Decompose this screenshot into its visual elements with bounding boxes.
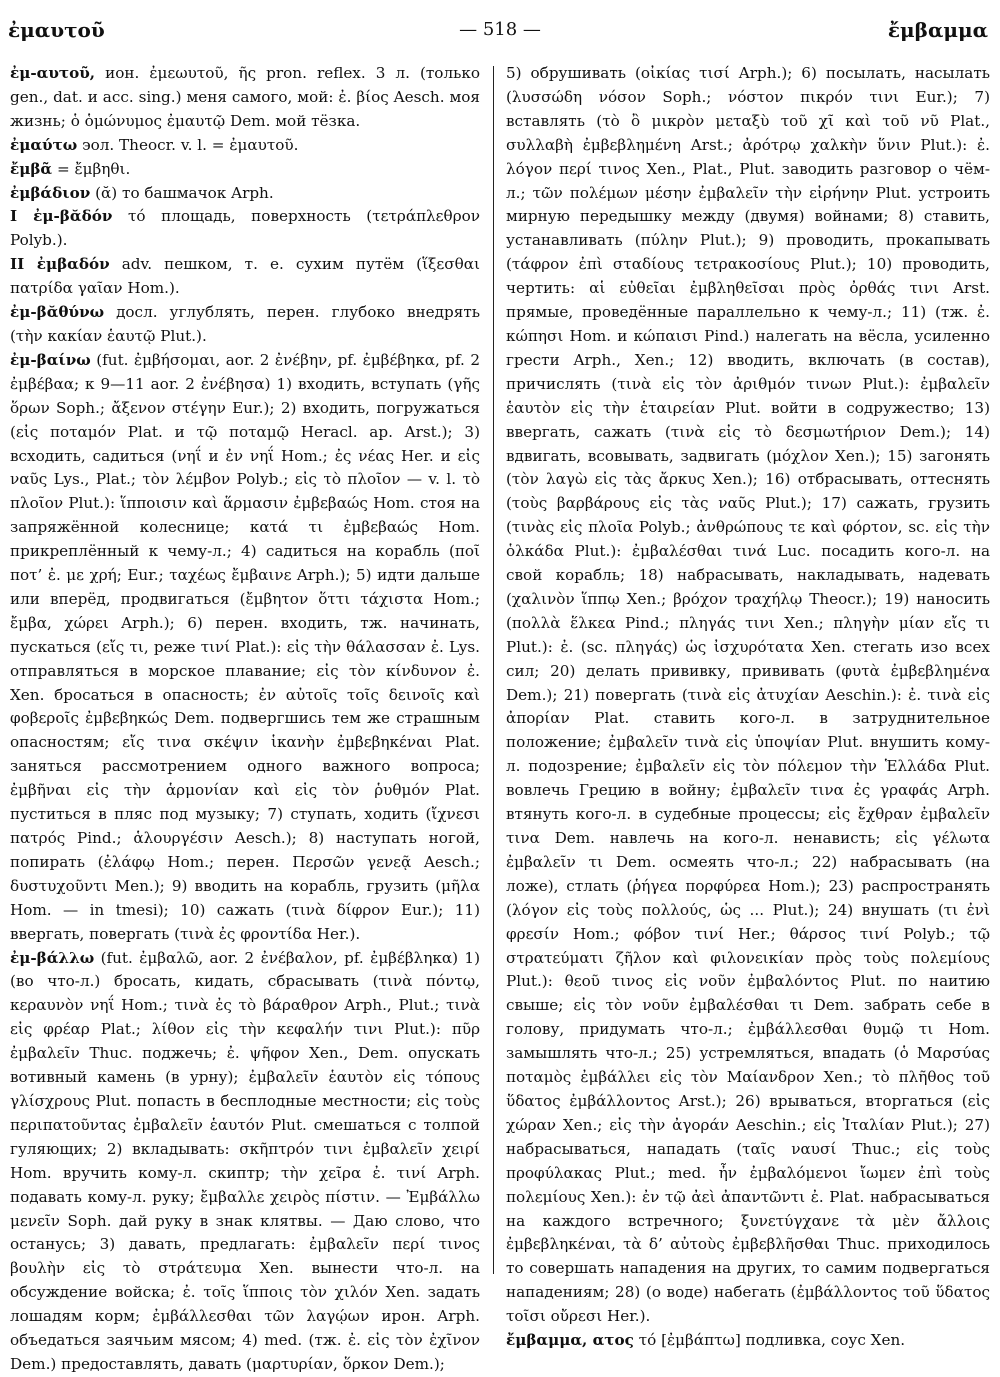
entry-headword: ἔμβᾶ	[10, 159, 53, 178]
column-divider	[493, 66, 494, 1274]
entry-definition: (fut. ἐμβήσομαι, aor. 2 ἐνέβην, pf. ἐμβέβηκα, pf. 2 ἐμβέβαα; к 9—11 aor. 2 ἐνέβησα) 1) входить, вступать (γῆς ὅρων Soph.; ἄξενον στέγην Eur.); 2) входить, погружаться (εἰς ποταμόν Plat. и τῷ ποταμῷ Heracl. ap. Arst.); 3) всходить, садиться (νηΐ и ἐν νηΐ Hom.; ἐς νέας Her. и εἰς ναῦς Lys., Plat.; τὸν λέμβον Polyb.; εἰς τὸ πλοῖον — v. l. τὸ πλοῖον Plut.): ἵπποισιν καὶ ἅρμασιν ἐμβεβαώς Hom. стоя на запряжённой колеснице; κατά τι ἐμβεβαώς Hom. прикреплённый к чему-л.; 4) садиться на корабль (ποῖ ποτ’ ἐ. με χρή; Eur.; ταχέως ἔμβαινε Arph.); 5) идти дальше или вперёд, продвигаться (ἔμβητον ὅττι τάχιστα Hom.; ἔμβα, χώρει Arph.); 6) перен. входить, тж. начинать, пускаться (εἴς τι, реже τινί Plat.): εἰς τὴν θάλασσαν ἐ. Lys. отправляться в морское плавание; εἰς τὸν κίνδυνον ἐ. Xen. бросаться в опасность; ἐν αὐτοῖς τοῖς δεινοῖς καὶ φοβεροῖς ἐμβεβηκώς Dem. подвергшись тем же страшным опасностям; εἴς τινα σκέψιν ἱκανὴν ἐμβεβηκέναι Plat. заняться рассмотрением одного важного вопроса; ἐμβῆναι εἰς τὴν ἁρμονίαν καὶ εἰς τὸν ῥυθμόν Plat. пуститься в пляс под музыку; 7) ступать, ходить (ἴχνεσι πατρός Pind.; ἁλουργέσιν Aesch.); 8) наступать ногой, попирать (ἐλάφῳ Hom.; перен. Περσῶν γενεᾷ Aesch.; δυστυχοῦντι Men.); 9) вводить на корабль, грузить (μῆλα Hom. — in tmesi); 10) сажать (τινὰ δίφρον Eur.); 11) ввергать, повергать (τινὰ ἐς φροντίδα Her.).	[10, 350, 480, 943]
dictionary-entry	[10, 349, 480, 947]
dictionary-entry	[506, 62, 990, 1329]
dictionary-entry	[10, 947, 480, 1377]
entry-headword: II ἐμβαδόν	[10, 255, 110, 274]
right-column	[506, 62, 990, 1350]
right-running-headword: ἔμβαμμα	[887, 18, 988, 42]
dictionary-entry	[10, 62, 480, 134]
entry-definition: досл. углублять, перен. глубоко внедрять (τὴν κακίαν ἑαυτῷ Plut.).	[10, 303, 480, 345]
left-column	[10, 62, 480, 1373]
entry-definition: (ᾰ) то башмачок Arph.	[90, 183, 274, 202]
page-header	[0, 12, 1000, 46]
entry-headword: ἐμ-βᾰθύνω	[10, 303, 105, 322]
dictionary-entry	[506, 1329, 990, 1353]
entry-headword: ἐμαύτω	[10, 135, 78, 154]
entry-headword: ἐμ-αυτοῦ,	[10, 64, 96, 82]
entry-definition: эол. Theocr. v. l. = ἐμαυτοῦ.	[77, 135, 299, 154]
dictionary-entry	[10, 253, 480, 301]
entry-definition: ион. ἐμεωυτοῦ, ῆς pron. reflex. 3 л. (только gen., dat. и acc. sing.) меня самого, мой: ἐ. βίος Aesch. моя жизнь; ὁ ὁμώνυμος ἐμαυτῷ Dem. мой тёзка.	[10, 64, 480, 130]
dictionary-entry	[10, 158, 480, 182]
dictionary-entry	[10, 134, 480, 158]
entry-headword: ἐμ-βαίνω	[10, 350, 91, 369]
entry-headword: ἔμβαμμα, ατος	[506, 1331, 634, 1350]
dictionary-entry	[10, 182, 480, 206]
entry-definition: (fut. ἐμβαλῶ, aor. 2 ἐνέβαλον, pf. ἐμβέβληκα) 1) (во что-л.) бросать, кидать, сбрасывать (τινὰ πόντῳ, κεραυνὸν νηΐ Hom.; τινὰ ἐς τὸ βάραθρον Arph., Plut.; τινὰ εἰς φρέαρ Plat.; λίθον εἰς τὴν κεφαλήν τινι Plut.): πῦρ ἐμβαλεῖν Thuc. поджечь; ἐ. ψῆφον Xen., Dem. опускать вотивный камень (в урну); ἐμβαλεῖν ἑαυτὸν εἰς τόπους γλίσχρους Plut. попасть в бесплодные местности; εἰς τοὺς περιπατοῦντας ἐμβαλεῖν ἑαυτόν Plut. смешаться с толпой гуляющих; 2) вкладывать: σκῆπτρόν τινι ἐμβαλεῖν χειρί Hom. вручить кому-л. скиптр; τὴν χεῖρα ἐ. τινί Arph. подавать кому-л. руку; ἔμβαλλε χειρὸς πίστιν. — Ἐμβάλλω μενεῖν Soph. дай руку в знак клятвы. — Даю слово, что останусь; 3) давать, предлагать: ἐμβαλεῖν περί τινος βουλὴν εἰς τὸ στράτευμα Xen. вынести что-л. на обсуждение войска; ἐ. τοῖς ἵπποις τὸν χιλόν Xen. задать лошадям корм; ἐμβάλλεσθαι τῶν λαγῴων ирон. Arph. объедаться заячьим мясом; 4) med. (тж. ἐ. εἰς τὸν ἐχῖνον Dem.) предоставлять, давать (μαρτυρίαν, ὅρκον Dem.);	[10, 948, 480, 1373]
entry-definition: 5) обрушивать (οἰκίας τισί Arph.); 6) посылать, насылать (λυσσώδη νόσον Soph.; νόστον πικρόν τινι Eur.); 7) вставлять (τὸ ὂ μικρὸν μεταξὺ τοῦ χῖ καὶ τοῦ νῦ Plat., συλλαβὴ ἐμβεβλημένη Arst.; ἀρότρῳ χαλκὴν ὕνιν Plut.): ἐ. λόγον περί τινος Xen., Plat., Plut. заводить разговор о чём-л.; τῶν πολέμων μέσην ἐμβαλεῖν τὴν εἰρήνην Plut. устроить мирную передышку между (двумя) войнами; 8) ставить, устанавливать (πύλην Plut.); 9) проводить, прокапывать (τάφρον ἐπὶ σταδίους τετρακοσίους Plut.); 10) проводить, чертить: αἱ εὐθεῖαι ἐμβληθεῖσαι πρὸς ὀρθάς τινι Arst. прямые, проведённые параллельно к чему-л.; 11) (тж. ἐ. κώπησι Hom. и κώπαισι Pind.) налегать на вёсла, усиленно грести Arph., Xen.; 12) вводить, включать (в состав), причислять (τινὰ εἰς τὸν ἀριθμόν τινων Plut.): ἐμβαλεῖν ἑαυτὸν εἰς τὴν ἑταιρείαν Plut. войти в содружество; 13) ввергать, сажать (τινὰ εἰς τὸ δεσμωτήριον Dem.); 14) вдвигать, всовывать, задвигать (μόχλον Xen.); 15) загонять (τὸν λαγὼ εἰς τὰς ἄρκυς Xen.); 16) отбрасывать, оттеснять (τοὺς βαρβάρους εἰς τὰς ναῦς Plut.); 17) сажать, грузить (τινὰς εἰς πλοῖα Polyb.; ἀνθρώπους τε καὶ φόρτον, sc. εἰς τὴν ὁλκάδα Plut.): ἐμβαλέσθαι τινά Luc. посадить кого-л. на свой корабль; 18) набрасывать, накладывать, надевать (χαλινὸν ἵππῳ Xen.; βρόχον τραχήλῳ Theocr.); 19) наносить (πολλὰ ἕλκεα Pind.; πληγάς τινι Xen.; πληγὴν μίαν εἴς τι Plut.): ἐ. (sc. πληγάς) ὡς ἰσχυρότατα Xen. стегать изо всех сил; 20) делать прививку, прививать (φυτὰ ἐμβεβλημένα Dem.); 21) повергать (τινὰ εἰς ἀτυχίαν Aeschin.): ἐ. τινὰ εἰς ἀπορίαν Plat. ставить кого-л. в затруднительное положение; ἐμβαλεῖν τινὰ εἰς ὑποψίαν Plut. внушить кому-л. подозрение; ἐμβαλεῖν εἰς τὸν πόλεμον τὴν Ἑλλάδα Plut. вовлечь Грецию в войну; ἐμβαλεῖν τινα ἐς γραφάς Arph. втянуть кого-л. в судебные процессы; εἰς ἔχθραν ἐμβαλεῖν τινα Dem. навлечь на кого-л. ненависть; εἰς γέλωτα ἐμβαλεῖν τι Dem. осмеять что-л.; 22) набрасывать (на ложе), стлать (ῥήγεα πορφύρεα Hom.); 23) распространять (λόγον εἰς τοὺς πολλούς, ὡς ... Plut.); 24) внушать (τι ἐνὶ φρεσίν Hom.; φόβον τινί Her.; θάρσος τινί Polyb.; τῷ στρατεύματι ζῆλον καὶ φιλονεικίαν πρὸς τοὺς πολεμίους Plut.): θεοῦ τινος εἰς νοῦν ἐμβαλόντος Plut. по наитию свыше; εἰς τὸν νοῦν ἐμβαλέσθαι τι Dem. забрать себе в голову, придумать что-л.; ἐμβάλλεσθαι θυμῷ τι Hom. замышлять что-л.; 25) устремляться, впадать (ὁ Μαρσύας ποταμὸς ἐμβάλλει εἰς τὸν Μαίανδρον Xen.; τὸ πλῆθος τοῦ ὕδατος ἐμβάλλοντος Arst.); 26) врываться, вторгаться (εἰς χώραν Xen.; εἰς τὴν ἀγοράν Aeschin.; εἰς Ἰταλίαν Plut.); 27) набрасываться, нападать (ταῖς ναυσί Thuc.; εἰς τοὺς προφύλακας Plut.; med. ἦν ἐμβαλόμενοι ἴωμεν ἐπὶ τοὺς πολεμίους Xen.): ἐν τῷ ἀεὶ ἀπαντῶντι ἐ. Plat. набрасываться на каждого встречного; ξυνετύγχανε τὰ μὲν ἄλλοις ἐμβεβληκέναι, τὰ δ’ αὐτοὺς ἐμβεβλῆσθαι Thuc. приходилось то совершать нападения на других, то самим подвергаться нападениям; 28) (о воде) набегать (ἐμβάλλοντος τοῦ ὕδατος τοῖσι οὔρεσι Her.).	[506, 64, 990, 1326]
dictionary-entry	[10, 205, 480, 253]
entry-definition: adv. пешком, т. е. сухим путём (ἵξεσθαι πατρίδα γαῖαν Hom.).	[10, 255, 480, 298]
entry-definition: τό [ἐμβάπτω] подливка, соус Xen.	[633, 1331, 906, 1350]
entry-headword: ἐμβάδιον	[10, 183, 91, 202]
entry-definition: = ἔμβηθι.	[52, 159, 131, 178]
entry-headword: ἐμ-βάλλω	[10, 948, 95, 967]
left-running-headword: ἐμαυτοῦ	[8, 18, 105, 42]
page-number: — 518 —	[459, 19, 541, 40]
dictionary-entry	[10, 301, 480, 349]
entry-headword: I ἐμ-βᾰδόν	[10, 207, 113, 226]
entry-definition: τό площадь, поверхность (τετράπλεθρον Polyb.).	[10, 207, 480, 250]
